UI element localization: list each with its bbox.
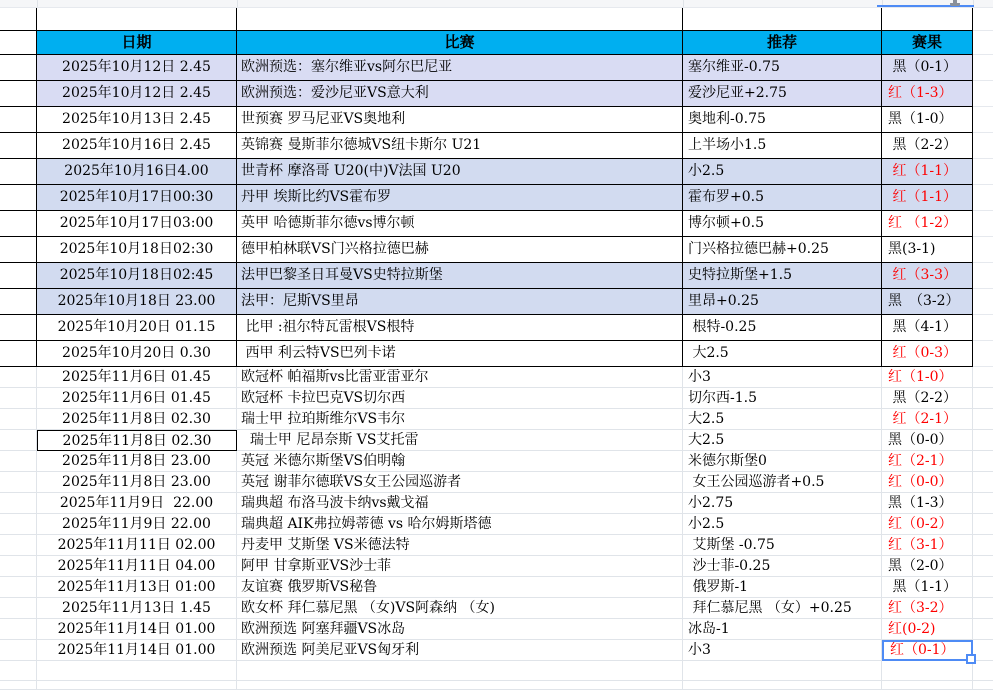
row-margin-cell[interactable] xyxy=(0,263,37,289)
cell-empty[interactable] xyxy=(973,681,993,690)
row-margin-cell[interactable] xyxy=(0,556,37,577)
match-cell[interactable]: 法甲巴黎圣日耳曼VS史特拉斯堡 xyxy=(237,263,683,289)
row-margin-cell[interactable] xyxy=(0,185,37,211)
match-cell[interactable]: 丹麦甲 艾斯堡 VS米德法特 xyxy=(237,535,683,556)
table-row xyxy=(0,55,993,81)
row-filler-cell[interactable] xyxy=(973,81,993,107)
row-filler-cell[interactable] xyxy=(973,556,993,577)
match-cell[interactable]: 友谊赛 俄罗斯VS秘鲁 xyxy=(237,577,683,598)
pick-cell[interactable]: 沙士菲-0.25 xyxy=(683,556,882,577)
row-filler-cell[interactable] xyxy=(973,55,993,81)
cell-empty[interactable] xyxy=(37,661,237,681)
row-filler-cell[interactable] xyxy=(973,640,993,661)
row-filler-cell[interactable] xyxy=(973,619,993,640)
date-cell[interactable]: 2025年10月12日 2.45 xyxy=(37,81,237,107)
row-margin-cell[interactable] xyxy=(0,237,37,263)
match-cell[interactable]: 瑞典超 布洛马波卡纳vs戴戈福 xyxy=(237,493,683,514)
pick-cell[interactable]: 米德尔斯堡0 xyxy=(683,451,882,472)
date-cell[interactable]: 2025年11月6日 01.45 xyxy=(37,367,237,388)
result-cell[interactable]: 红（1-1） xyxy=(882,185,973,211)
pick-cell[interactable]: 史特拉斯堡+1.5 xyxy=(683,263,882,289)
pick-cell[interactable]: 根特-0.25 xyxy=(683,315,882,341)
empty-bordered-row xyxy=(0,8,993,31)
row-filler-cell[interactable] xyxy=(973,535,993,556)
row-margin-cell[interactable] xyxy=(0,451,37,472)
table-row xyxy=(0,451,993,472)
result-cell[interactable]: 黑 （3-2） xyxy=(882,289,973,315)
row-filler-cell[interactable] xyxy=(973,263,993,289)
table-row xyxy=(0,81,993,107)
date-cell[interactable]: 2025年11月8日 02.30 xyxy=(37,430,237,451)
cell-empty[interactable] xyxy=(683,661,882,681)
row-filler-cell[interactable] xyxy=(973,451,993,472)
table-row xyxy=(0,388,993,409)
header-result[interactable]: 赛果 xyxy=(882,31,973,55)
result-cell[interactable]: 黑（1-1） xyxy=(882,577,973,598)
row-margin-cell[interactable] xyxy=(0,430,37,451)
pick-cell[interactable]: 俄罗斯-1 xyxy=(683,577,882,598)
row-margin-cell[interactable] xyxy=(0,535,37,556)
empty-row xyxy=(0,681,993,690)
match-cell[interactable]: 阿甲 甘拿斯亚VS沙士菲 xyxy=(237,556,683,577)
row-filler-cell[interactable] xyxy=(973,185,993,211)
table-row xyxy=(0,159,993,185)
row-filler-cell[interactable] xyxy=(973,315,993,341)
date-cell[interactable]: 2025年10月20日 0.30 xyxy=(37,341,237,367)
cell-empty[interactable] xyxy=(37,681,237,690)
header-spacer-cell[interactable] xyxy=(0,31,37,55)
cell-empty[interactable] xyxy=(237,8,683,31)
cell-empty[interactable] xyxy=(683,8,882,31)
row-margin-cell[interactable] xyxy=(0,133,37,159)
row-filler-cell[interactable] xyxy=(973,159,993,185)
cell-empty[interactable] xyxy=(0,8,37,31)
table-row xyxy=(0,577,993,598)
header-match[interactable]: 比赛 xyxy=(237,31,683,55)
pick-cell[interactable]: 里昂+0.25 xyxy=(683,289,882,315)
match-cell[interactable]: 欧冠杯 帕福斯vs比雷亚雷亚尔 xyxy=(237,367,683,388)
row-margin-cell[interactable] xyxy=(0,388,37,409)
table-row xyxy=(0,315,993,341)
cell-empty[interactable] xyxy=(683,681,882,690)
table-body xyxy=(0,55,993,661)
row-margin-cell[interactable] xyxy=(0,640,37,661)
date-cell[interactable]: 2025年11月8日 23.00 xyxy=(37,451,237,472)
pick-cell[interactable]: 冰岛-1 xyxy=(683,619,882,640)
match-cell[interactable]: 欧洲预选：塞尔维亚vs阿尔巴尼亚 xyxy=(237,55,683,81)
match-cell[interactable]: 西甲 利云特VS巴列卡诺 xyxy=(237,341,683,367)
result-cell[interactable]: 红（0-3） xyxy=(882,341,973,367)
row-margin-cell[interactable] xyxy=(0,409,37,430)
row-filler-cell[interactable] xyxy=(973,472,993,493)
row-margin-cell[interactable] xyxy=(0,159,37,185)
row-margin-cell[interactable] xyxy=(0,341,37,367)
pick-cell[interactable]: 小2.5 xyxy=(683,159,882,185)
date-cell[interactable]: 2025年11月6日 01.45 xyxy=(37,388,237,409)
cell-empty[interactable] xyxy=(0,681,37,690)
date-cell[interactable]: 2025年11月13日 01:00 xyxy=(37,577,237,598)
date-cell[interactable]: 2025年11月8日 23.00 xyxy=(37,472,237,493)
match-cell[interactable]: 德甲柏林联VS门兴格拉德巴赫 xyxy=(237,237,683,263)
result-cell[interactable]: 红（3-1） xyxy=(882,535,973,556)
date-cell[interactable]: 2025年11月13日 1.45 xyxy=(37,598,237,619)
table-row xyxy=(0,107,993,133)
date-cell[interactable]: 2025年10月18日 23.00 xyxy=(37,289,237,315)
cell-empty[interactable] xyxy=(973,661,993,681)
date-cell[interactable]: 2025年11月9日 22.00 xyxy=(37,493,237,514)
match-cell[interactable]: 欧洲预选 阿美尼亚VS匈牙利 xyxy=(237,640,683,661)
row-filler-cell[interactable] xyxy=(973,133,993,159)
row-margin-cell[interactable] xyxy=(0,81,37,107)
match-cell[interactable]: 丹甲 埃斯比约VS霍布罗 xyxy=(237,185,683,211)
table-row xyxy=(0,237,993,263)
row-filler-cell[interactable] xyxy=(973,598,993,619)
match-cell[interactable]: 英锦赛 曼斯菲尔德城VS纽卡斯尔 U21 xyxy=(237,133,683,159)
match-cell[interactable]: 瑞典超 AIK弗拉姆蒂德 vs 哈尔姆斯塔德 xyxy=(237,514,683,535)
match-cell[interactable]: 世青杯 摩洛哥 U20(中)V法国 U20 xyxy=(237,159,683,185)
table-row xyxy=(0,556,993,577)
result-cell[interactable]: 黑（1-3） xyxy=(882,493,973,514)
date-cell[interactable]: 2025年10月16日4.00 xyxy=(37,159,237,185)
pick-cell[interactable]: 小3 xyxy=(683,640,882,661)
table-row xyxy=(0,133,993,159)
row-filler-cell[interactable] xyxy=(973,289,993,315)
match-cell[interactable]: 欧女杯 拜仁慕尼黑 （女)VS阿森纳 （女) xyxy=(237,598,683,619)
result-cell[interactable]: 黑（1-0） xyxy=(882,107,973,133)
row-margin-cell[interactable] xyxy=(0,211,37,237)
table-row xyxy=(0,263,993,289)
cell-empty[interactable] xyxy=(237,661,683,681)
result-cell[interactable]: 黑（2-2） xyxy=(882,388,973,409)
pick-cell[interactable]: 大2.5 xyxy=(683,341,882,367)
table-row xyxy=(0,598,993,619)
row-filler-cell[interactable] xyxy=(973,577,993,598)
result-cell[interactable]: 黑（0-1） xyxy=(882,55,973,81)
pick-cell[interactable]: 大2.5 xyxy=(683,430,882,451)
result-cell[interactable]: 黑（2-0） xyxy=(882,556,973,577)
fill-handle[interactable] xyxy=(966,654,976,664)
pick-cell[interactable]: 上半场小1.5 xyxy=(683,133,882,159)
pick-cell[interactable]: 爱沙尼亚+2.75 xyxy=(683,81,882,107)
match-cell[interactable]: 世预赛 罗马尼亚VS奥地利 xyxy=(237,107,683,133)
date-cell[interactable]: 2025年10月16日 2.45 xyxy=(37,133,237,159)
row-margin-cell[interactable] xyxy=(0,514,37,535)
row-margin-cell[interactable] xyxy=(0,107,37,133)
result-cell[interactable]: 红（3-2） xyxy=(882,598,973,619)
row-margin-cell[interactable] xyxy=(0,367,37,388)
table-header-row xyxy=(0,31,993,55)
cell-empty[interactable] xyxy=(882,8,973,31)
result-cell[interactable]: 红（2-1） xyxy=(882,451,973,472)
result-cell[interactable]: 红（1-3） xyxy=(882,81,973,107)
date-cell[interactable]: 2025年11月11日 02.00 xyxy=(37,535,237,556)
date-cell[interactable]: 2025年10月18日02:45 xyxy=(37,263,237,289)
row-filler-cell[interactable] xyxy=(973,388,993,409)
top-partial-row xyxy=(0,0,993,8)
cell-empty[interactable] xyxy=(882,681,973,690)
filter-icon-base xyxy=(950,3,960,6)
result-cell[interactable]: 红（0-0） xyxy=(882,472,973,493)
pick-cell[interactable]: 拜仁慕尼黑 （女）+0.25 xyxy=(683,598,882,619)
gridline xyxy=(37,0,38,7)
row-filler-cell[interactable] xyxy=(973,493,993,514)
pick-cell[interactable]: 塞尔维亚-0.75 xyxy=(683,55,882,81)
row-filler-cell[interactable] xyxy=(973,211,993,237)
header-date[interactable]: 日期 xyxy=(37,31,237,55)
table-row xyxy=(0,619,993,640)
filter-icon[interactable] xyxy=(949,0,961,7)
pick-cell[interactable]: 博尔顿+0.5 xyxy=(683,211,882,237)
result-cell[interactable]: 红（1-0） xyxy=(882,367,973,388)
row-margin-cell[interactable] xyxy=(0,598,37,619)
table-row xyxy=(0,341,993,367)
pick-cell[interactable]: 艾斯堡 -0.75 xyxy=(683,535,882,556)
row-filler-cell[interactable] xyxy=(973,237,993,263)
result-cell[interactable]: 红（1-1） xyxy=(882,159,973,185)
table-row xyxy=(0,185,993,211)
row-margin-cell[interactable] xyxy=(0,493,37,514)
date-cell[interactable]: 2025年11月14日 01.00 xyxy=(37,619,237,640)
match-cell[interactable]: 英甲 哈德斯菲尔德vs博尔顿 xyxy=(237,211,683,237)
header-filler-cell xyxy=(973,31,993,55)
result-cell[interactable]: 黑（4-1） xyxy=(882,315,973,341)
cell-empty[interactable] xyxy=(882,661,973,681)
row-margin-cell[interactable] xyxy=(0,577,37,598)
date-cell[interactable]: 2025年10月17日03:00 xyxy=(37,211,237,237)
table-row xyxy=(0,640,993,661)
match-cell[interactable]: 欧冠杯 卡拉巴克VS切尔西 xyxy=(237,388,683,409)
table-row xyxy=(0,409,993,430)
row-filler-cell[interactable] xyxy=(973,341,993,367)
row-margin-cell[interactable] xyxy=(0,619,37,640)
pick-cell[interactable]: 霍布罗+0.5 xyxy=(683,185,882,211)
table-row xyxy=(0,289,993,315)
table-row xyxy=(0,430,993,451)
header-pick[interactable]: 推荐 xyxy=(683,31,882,55)
date-cell[interactable]: 2025年11月8日 02.30 xyxy=(37,409,237,430)
match-cell[interactable]: 比甲 :祖尔特瓦雷根VS根特 xyxy=(237,315,683,341)
date-cell[interactable]: 2025年10月17日00:30 xyxy=(37,185,237,211)
result-cell[interactable]: 红（0-2） xyxy=(882,514,973,535)
table-row xyxy=(0,514,993,535)
cell-empty[interactable] xyxy=(237,681,683,690)
match-cell[interactable]: 英冠 谢菲尔德联VS女王公园巡游者 xyxy=(237,472,683,493)
result-cell[interactable]: 红（3-3） xyxy=(882,263,973,289)
match-cell[interactable]: 法甲：尼斯VS里昂 xyxy=(237,289,683,315)
result-cell[interactable]: 红(0-2) xyxy=(882,619,973,640)
pick-cell[interactable]: 门兴格拉德巴赫+0.25 xyxy=(683,237,882,263)
match-cell[interactable]: 欧洲预选：爱沙尼亚VS意大利 xyxy=(237,81,683,107)
match-cell[interactable]: 欧洲预选 阿塞拜疆VS冰岛 xyxy=(237,619,683,640)
date-cell[interactable]: 2025年10月12日 2.45 xyxy=(37,55,237,81)
result-cell[interactable]: 红（2-1） xyxy=(882,409,973,430)
pick-cell[interactable]: 大2.5 xyxy=(683,409,882,430)
cell-empty[interactable] xyxy=(37,8,237,31)
table-row xyxy=(0,211,993,237)
pick-cell[interactable]: 切尔西-1.5 xyxy=(683,388,882,409)
match-cell[interactable]: 瑞士甲 拉珀斯维尔VS韦尔 xyxy=(237,409,683,430)
table-row xyxy=(0,472,993,493)
match-cell[interactable]: 英冠 米德尔斯堡VS伯明翰 xyxy=(237,451,683,472)
row-margin-cell[interactable] xyxy=(0,472,37,493)
date-cell[interactable]: 2025年11月14日 01.00 xyxy=(37,640,237,661)
table-row xyxy=(0,367,993,388)
pick-cell[interactable]: 小2.5 xyxy=(683,514,882,535)
result-cell[interactable]: 黑(3-1) xyxy=(882,237,973,263)
table-row xyxy=(0,493,993,514)
row-filler-cell[interactable] xyxy=(973,107,993,133)
row-margin-cell[interactable] xyxy=(0,289,37,315)
date-cell[interactable]: 2025年11月9日 22.00 xyxy=(37,514,237,535)
row-filler-cell[interactable] xyxy=(973,409,993,430)
cell-empty[interactable] xyxy=(973,8,993,31)
date-cell[interactable]: 2025年10月13日 2.45 xyxy=(37,107,237,133)
date-cell[interactable]: 2025年11月11日 04.00 xyxy=(37,556,237,577)
table-row xyxy=(0,535,993,556)
pick-cell[interactable]: 奥地利-0.75 xyxy=(683,107,882,133)
gridline xyxy=(237,0,238,7)
pick-cell[interactable]: 小3 xyxy=(683,367,882,388)
result-cell[interactable]: 黑（0-0） xyxy=(882,430,973,451)
result-cell[interactable]: 红 （1-2） xyxy=(882,211,973,237)
cell-empty[interactable] xyxy=(0,661,37,681)
result-cell[interactable]: 红（0-1） xyxy=(882,640,973,661)
pick-cell[interactable]: 女王公园巡游者+0.5 xyxy=(683,472,882,493)
gridline xyxy=(683,0,684,7)
date-cell[interactable]: 2025年10月20日 01.15 xyxy=(37,315,237,341)
result-cell[interactable]: 黑（2-2） xyxy=(882,133,973,159)
pick-cell[interactable]: 小2.75 xyxy=(683,493,882,514)
row-margin-cell[interactable] xyxy=(0,315,37,341)
match-cell[interactable]: 瑞士甲 尼昂奈斯 VS艾托雷 xyxy=(237,430,683,451)
row-margin-cell[interactable] xyxy=(0,55,37,81)
row-filler-cell[interactable] xyxy=(973,367,993,388)
date-cell[interactable]: 2025年10月18日02:30 xyxy=(37,237,237,263)
empty-row xyxy=(0,661,993,681)
row-filler-cell[interactable] xyxy=(973,430,993,451)
row-filler-cell[interactable] xyxy=(973,514,993,535)
